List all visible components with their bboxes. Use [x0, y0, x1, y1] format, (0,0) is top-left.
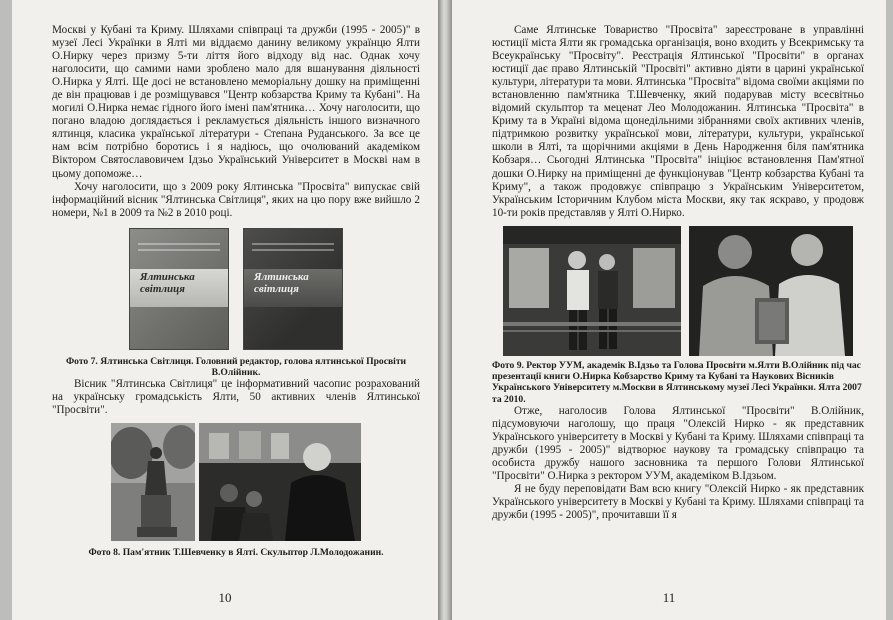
event-photo-2: [689, 226, 853, 356]
event-photo-1: [503, 226, 681, 356]
right-paragraph-3: Я не буду переповідати Вам всю книгу "Олексій Нирко - як представник Українського університету в Москві у Кубані та Криму. Шляхами співпраці та дружби (1995 - 2005)", прочитавши її я: [492, 483, 864, 522]
left-paragraph-1: Москві у Кубані та Криму. Шляхами співпраці та дружби (1995 - 2005)" в музеї Лесі Українки в Ялті ми віддаємо данину великому українцю Ялти О.Нирку через призму 5-ти ліття його відходу від нас. Однак хочу наголосити, що самими нами зроблено мало для вшанування діяльності О.Нирка у Ялті. Ще досі не встановлено меморіальну дошку на приміщенні де він працював і де розміщувався "Центр кобзарства Криму та Кубані". На могилі О.Нирка немає гідного його імені пам'ятника… Хочу наголосити, що погано владою доглядається і рекламується діяльність іншого визначного ялтинця, класика української літератури - Степана Руданського. За все це нам всім потрібно боротись і я надіюсь, що очолюваний академіком Віктором Святославовичем Ідзьо Український Університет в Москві нам в цьому допоможе…: [52, 24, 420, 180]
photo-7-caption: Фото 7. Ялтинська Світлиця. Головний редактор, голова ялтинської Просвіти В.Олійник.: [65, 355, 407, 378]
book-gutter: [438, 0, 452, 620]
cover-photo-2: [243, 228, 343, 350]
cover-photos: [52, 228, 420, 350]
event-photos: [492, 226, 864, 356]
photo-9-caption: Фото 9. Ректор УУМ, академік В.Ідзьо та Голова Просвіти м.Ялти В.Олійник під час презентації книги О.Нирка Кобзарство Криму та Кубані та Наукових Вісників Українського Університету м.Москви в Ялтинському музеї Лесі Українки. Ялта 2007 та 2010.: [492, 359, 862, 405]
cover-title-2: Ялтинська світлиця: [254, 270, 309, 295]
event-photo-2-image: [689, 226, 853, 356]
right-page: [452, 0, 886, 620]
left-page: [12, 0, 438, 620]
monument-photo-image: [111, 423, 195, 541]
left-paragraph-3: Вісник "Ялтинська Світлиця" це інформативний часопис розрахований на українську громадськість Ялти, 50 активних членів Ялтинської "Просвіти".: [52, 378, 420, 417]
page-number-left: 10: [218, 590, 232, 605]
speaker-photo-image: [199, 423, 361, 541]
speaker-photo: [199, 423, 361, 541]
right-paragraph-1: Саме Ялтинське Товариство "Просвіта" зареєстроване в управлінні юстиції міста Ялти як громадська організація, воно входить у Всекримську та Всеукраїнську "Просвіту". Реєстрація Ялтинської "Просвіти" в органах юстиції дає право Ялтинській "Просвіті" активно діяти в царині української культури, літератури та мови. Ялтинська "Просвіта" відома своїми акціями по встановленню пам'ятника Т.Шевченку, який подарував місту всесвітньо відомий скульптор та меценат Лео Молодожанин. Ялтинська "Просвіта" в Криму та в Україні відома щонедільними зібраннями своїх активних членів, підтримкою розвитку української мови, літератури, культури, української школи в Ялті, та щорічними акціями в День Народження біля пам'ятника Кобзаря… Сьогодні Ялтинська "Просвіта" ініціює встановлення Пам'ятної дошки О.Нирку на приміщенні де функціонував "Центр кобзарства Кубані та Криму", а також продовжує співпрацю з Українським Університетом, Українським Історичним Клубом міста Москви, яку так яскраво, у продовж 10-ти років представляв у Ялті О.Нирко.: [492, 24, 864, 219]
event-photo-1-image: [503, 226, 681, 356]
photo-8-caption: Фото 8. Пам'ятник Т.Шевченку в Ялті. Скульптор Л.Молодожанин.: [88, 547, 384, 559]
left-paragraph-2: Хочу наголосити, що з 2009 року Ялтинська "Просвіта" випускає свій інформаційний вісник "Ялтинська Світлиця", яких на цю пору вже вийшло 2 номери, №1 в 2009 та №2 в 2010 році.: [52, 180, 420, 219]
cover-photo-1: [129, 228, 229, 350]
monument-photo: [111, 423, 195, 541]
page-number-right: 11: [662, 590, 676, 605]
cover-title-1: Ялтинська світлиця: [140, 270, 195, 295]
monument-photos: [52, 423, 420, 541]
right-paragraph-2: Отже, наголосив Голова Ялтинської "Просвіти" В.Олійник, підсумовуючи наголошу, що праця "Олексій Нирко - як представник Українського університету в Москві у Кубані та Криму. Шляхами співпраці та дружби (1995 - 2005)" відтворює наукову та громадську співпрацю та особиста дружбу нашого засновника та першого Голови Ялтинської "Просвіти" О.Нирка з ректором УУМ, академіком В.Ідзьом.: [492, 404, 864, 483]
